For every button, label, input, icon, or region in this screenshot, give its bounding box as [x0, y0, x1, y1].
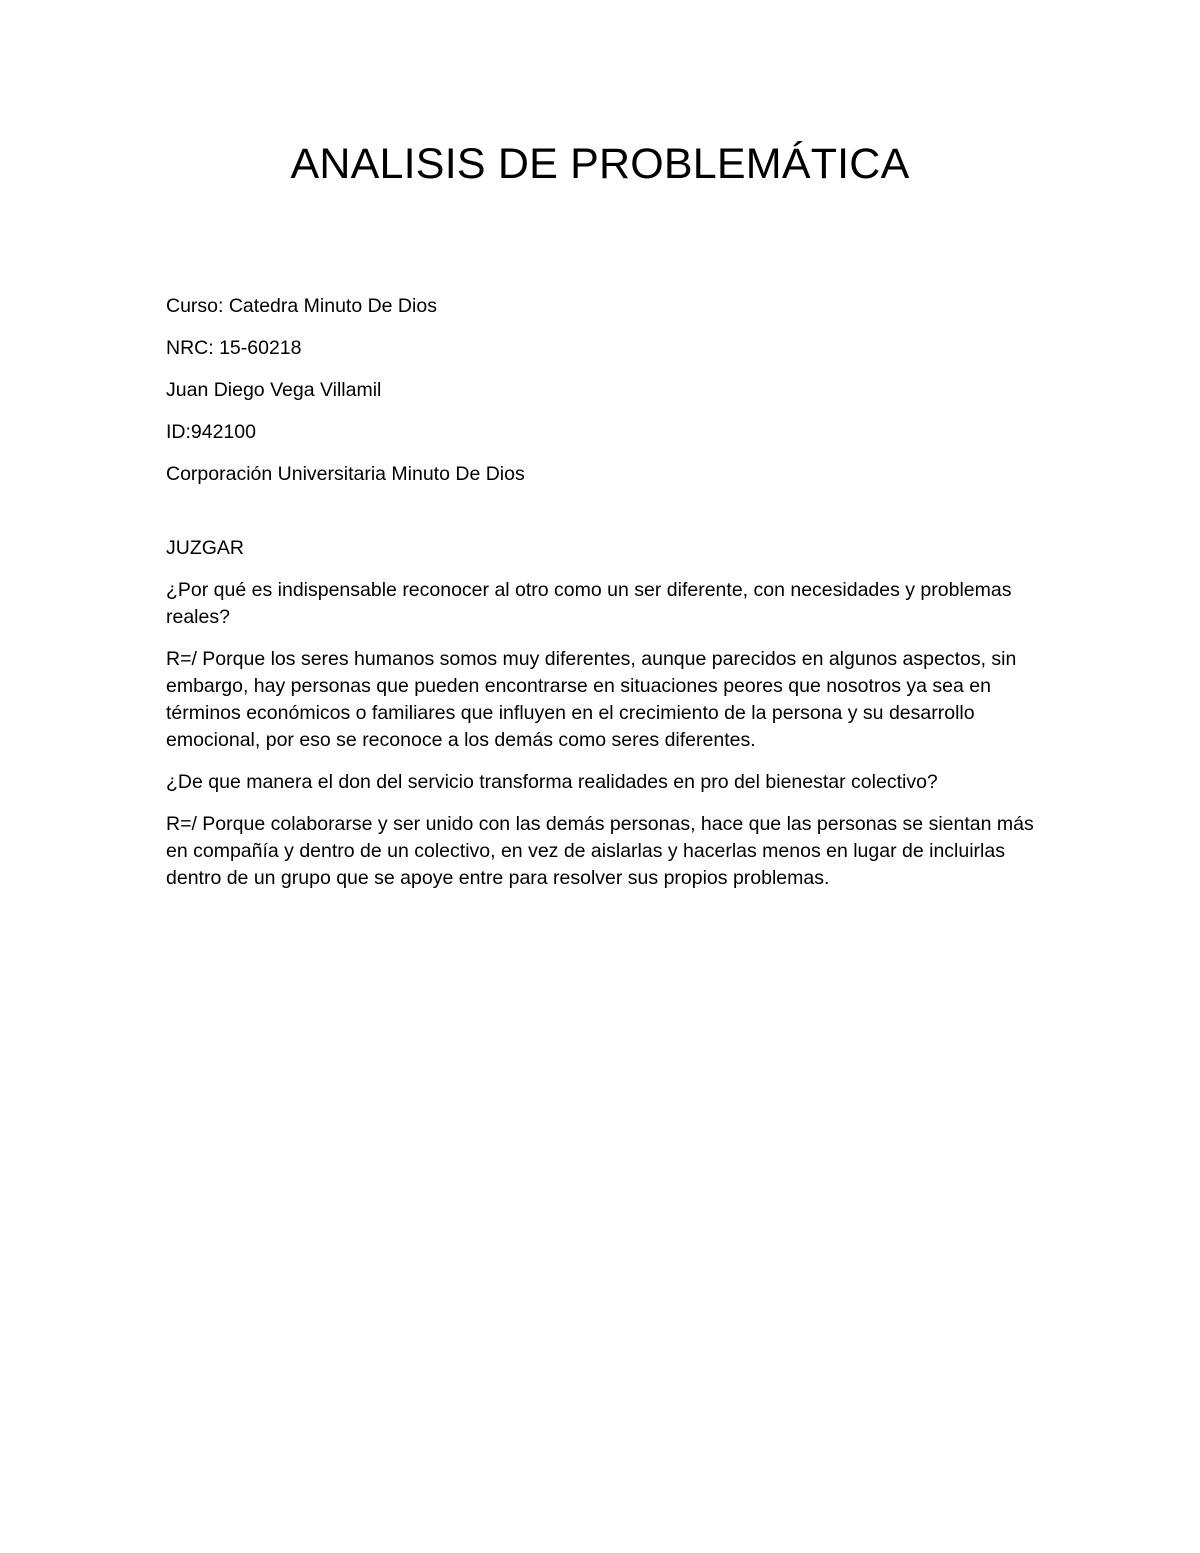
answer-2: R=/ Porque colaborarse y ser unido con las demás personas, hace que las personas se sientan más en compañía y dentro de un colectivo, en vez de aislarlas y hacerlas menos en lugar de incluirlas dentro de un grupo que se apoye entre para resolver sus propios problemas. — [166, 813, 1034, 889]
answer-1: R=/ Porque los seres humanos somos muy diferentes, aunque parecidos en algunos aspectos, sin embargo, hay personas que pueden encontrarse en situaciones peores que nosotros ya sea en términos económicos o familiares que influyen en el crecimiento de la persona y su desarrollo emocional, por eso se reconoce a los demás como seres diferentes. — [166, 648, 1017, 751]
question-2: ¿De que manera el don del servicio transforma realidades en pro del bienestar colectivo? — [166, 771, 938, 793]
question-1: ¿Por qué es indispensable reconocer al otro como un ser diferente, con necesidades y problemas reales? — [166, 579, 1012, 628]
institution-name: Corporación Universitaria Minuto De Dios — [166, 463, 525, 485]
student-id: ID:942100 — [166, 421, 256, 443]
document-title: ANALISIS DE PROBLEMÁTICA — [290, 140, 910, 188]
section-heading: JUZGAR — [166, 537, 244, 559]
spacer — [166, 503, 1046, 535]
nrc-line: NRC: 15-60218 — [166, 337, 302, 359]
document-body — [166, 293, 1046, 907]
author-name: Juan Diego Vega Villamil — [166, 379, 382, 401]
course-line: Curso: Catedra Minuto De Dios — [166, 295, 437, 317]
